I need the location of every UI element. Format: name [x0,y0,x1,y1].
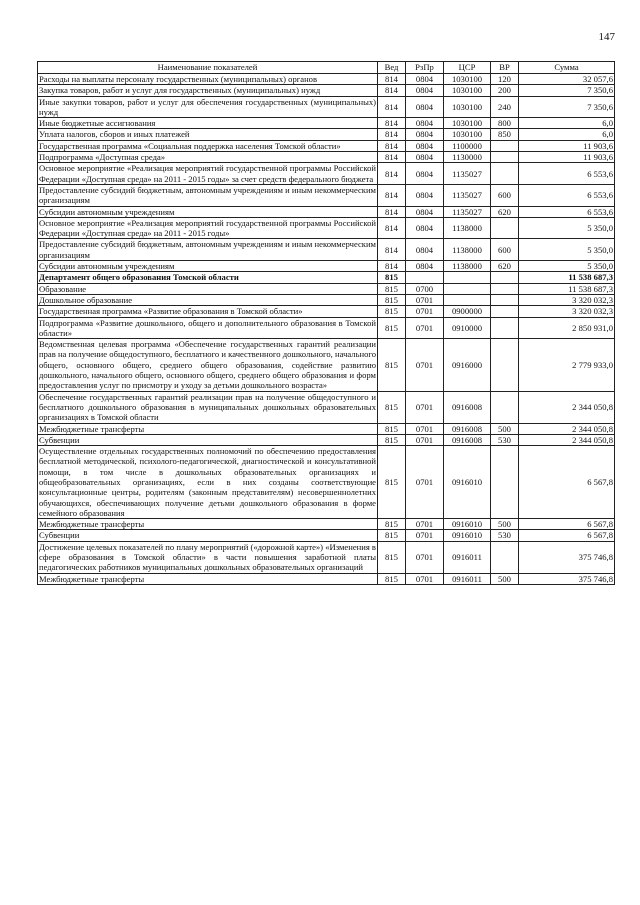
row-vr: 850 [491,129,519,140]
row-name: Субсидии автономным учреждениям [38,206,378,217]
row-ved: 814 [378,261,406,272]
header-name: Наименование показателей [38,62,378,74]
table-row [38,541,615,573]
row-rzpr: 0701 [406,306,444,317]
table-row [38,306,615,317]
row-ved: 814 [378,184,406,206]
row-name: Субвенции [38,434,378,445]
row-ved: 815 [378,272,406,283]
budget-table [37,61,615,585]
table-row [38,434,615,445]
row-rzpr: 0804 [406,74,444,85]
row-vr: 620 [491,261,519,272]
row-vr: 500 [491,573,519,584]
row-csr: 0916010 [444,446,491,519]
row-csr: 0916000 [444,339,491,391]
table-row [38,96,615,118]
row-rzpr: 0701 [406,519,444,530]
row-csr: 0916011 [444,573,491,584]
row-vr: 620 [491,206,519,217]
row-ved: 814 [378,74,406,85]
row-ved: 814 [378,129,406,140]
row-rzpr: 0804 [406,96,444,118]
row-sum: 11 903,6 [519,140,615,151]
row-name: Достижение целевых показателей по плану мероприятий («дорожной карте») «Изменения в сфере образования в Томской области» в части повышения заработной платы педагогических работников муниципальных дошкольных образовательных организаций [39,541,376,573]
row-sum: 5 350,0 [519,239,615,261]
row-name: Осуществление отдельных государственных полномочий по обеспечению предоставления бесплатной методической, психолого-педагогической, диагностической и консультативной помощи, в том числе в дошкольных образовательных организациях и общеобразовательных организациях, если в них созданы соответствующие консультационные центры, родителям (законным представителям) несовершеннолетних обучающихся, обеспечивающих получение детьми дошкольного образования в форме семейного образования [39,446,376,518]
row-ved: 815 [378,434,406,445]
row-ved: 815 [378,573,406,584]
row-vr [491,217,519,239]
table-row [38,446,615,519]
table-row [38,140,615,151]
row-vr [491,339,519,391]
row-name: Субсидии автономным учреждениям [38,261,378,272]
row-rzpr: 0804 [406,163,444,185]
row-name: Основное мероприятие «Реализация мероприятий государственной программы Российской Федерации «Доступная среда» на 2011 - 2015 годы» за счет средств федерального бюджета [39,163,376,184]
row-ved: 814 [378,152,406,163]
table-row [38,317,615,339]
row-name: Межбюджетные трансферты [38,573,378,584]
row-name: Ведомственная целевая программа «Обеспечение государственных гарантий реализации прав на получение общедоступного, бесплатного и качественного дошкольного, начального общего, основного общего, среднего общего образования, содействие развитию дошкольного, начального общего, основного общего, среднего общего образования и форм предоставления услуг по присмотру и уходу за детьми дошкольного возраста» [39,339,376,391]
row-ved: 815 [378,530,406,541]
row-vr: 600 [491,184,519,206]
row-vr [491,317,519,339]
row-sum: 32 057,6 [519,74,615,85]
row-sum: 2 850 931,0 [519,317,615,339]
row-rzpr: 0804 [406,129,444,140]
row-ved: 815 [378,519,406,530]
row-ved: 814 [378,217,406,239]
row-name: Иные закупки товаров, работ и услуг для обеспечения государственных (муниципальных) нужд [39,96,376,117]
row-csr [444,294,491,305]
row-name: Закупка товаров, работ и услуг для государственных (муниципальных) нужд [38,85,378,96]
row-ved: 815 [378,541,406,573]
row-csr: 0916008 [444,423,491,434]
row-name: Обеспечение государственных гарантий реализации прав на получение общедоступного и бесплатного дошкольного образования в муниципальных дошкольных образовательных организациях в Томской области [39,391,376,423]
row-sum: 6 553,6 [519,184,615,206]
row-csr: 1138000 [444,239,491,261]
row-csr [444,283,491,294]
row-sum: 2 344 050,8 [519,423,615,434]
table-row [38,294,615,305]
row-sum: 7 350,6 [519,85,615,96]
row-ved: 815 [378,446,406,519]
row-rzpr: 0701 [406,434,444,445]
header-ved: Вед [378,62,406,74]
row-vr: 500 [491,423,519,434]
row-csr: 1135027 [444,184,491,206]
row-csr: 0900000 [444,306,491,317]
table-row [38,261,615,272]
row-csr: 1135027 [444,206,491,217]
row-name: Дошкольное образование [38,294,378,305]
row-rzpr: 0700 [406,283,444,294]
row-ved: 814 [378,140,406,151]
table-row [38,239,615,261]
row-sum: 6 567,8 [519,530,615,541]
row-sum: 6 567,8 [519,519,615,530]
header-sum: Сумма [519,62,615,74]
row-name: Предоставление субсидий бюджетным, автономным учреждениям и иным некоммерческим организациям [39,184,376,206]
row-sum: 375 746,8 [519,573,615,584]
row-sum: 6 567,8 [519,446,615,519]
row-name: Департамент общего образования Томской области [38,272,378,283]
row-ved: 815 [378,306,406,317]
row-sum: 6,0 [519,118,615,129]
row-rzpr: 0804 [406,239,444,261]
table-row [38,74,615,85]
table-body [38,74,615,585]
row-csr: 1030100 [444,96,491,118]
row-name: Межбюджетные трансферты [38,423,378,434]
row-vr [491,152,519,163]
row-rzpr: 0804 [406,217,444,239]
row-name: Субвенции [38,530,378,541]
row-ved: 815 [378,339,406,391]
row-vr: 500 [491,519,519,530]
row-csr: 1030100 [444,129,491,140]
row-vr: 530 [491,434,519,445]
row-name: Уплата налогов, сборов и иных платежей [38,129,378,140]
row-rzpr: 0804 [406,184,444,206]
row-vr [491,283,519,294]
row-vr [491,140,519,151]
row-vr [491,294,519,305]
row-vr: 240 [491,96,519,118]
row-rzpr: 0804 [406,140,444,151]
row-ved: 814 [378,206,406,217]
row-rzpr: 0701 [406,294,444,305]
row-csr: 1030100 [444,74,491,85]
row-vr [491,391,519,423]
row-rzpr: 0804 [406,118,444,129]
row-ved: 814 [378,118,406,129]
row-sum: 6 553,6 [519,163,615,185]
table-row [38,283,615,294]
table-row [38,423,615,434]
row-vr [491,272,519,283]
row-csr: 0916008 [444,391,491,423]
table-row [38,530,615,541]
row-csr: 1100000 [444,140,491,151]
row-vr [491,163,519,185]
row-name: Межбюджетные трансферты [38,519,378,530]
row-csr [444,272,491,283]
row-sum: 11 903,6 [519,152,615,163]
row-rzpr [406,272,444,283]
row-ved: 815 [378,423,406,434]
table-row [38,272,615,283]
row-csr: 1130000 [444,152,491,163]
table-header-row [38,62,615,74]
row-sum: 2 344 050,8 [519,391,615,423]
row-vr: 200 [491,85,519,96]
row-name: Предоставление субсидий бюджетным, автономным учреждениям и иным некоммерческим организациям [39,239,376,260]
row-sum: 375 746,8 [519,541,615,573]
row-csr: 1138000 [444,261,491,272]
row-vr [491,541,519,573]
row-vr: 600 [491,239,519,261]
row-ved: 815 [378,317,406,339]
row-csr: 0910000 [444,317,491,339]
row-rzpr: 0701 [406,317,444,339]
row-rzpr: 0804 [406,261,444,272]
row-vr [491,306,519,317]
row-csr: 0916010 [444,519,491,530]
table-row [38,217,615,239]
row-csr: 0916011 [444,541,491,573]
row-rzpr: 0701 [406,530,444,541]
row-csr: 0916008 [444,434,491,445]
row-name: Образование [38,283,378,294]
row-csr: 1030100 [444,85,491,96]
row-sum: 6,0 [519,129,615,140]
row-sum: 3 320 032,3 [519,294,615,305]
header-rzpr: РзПр [406,62,444,74]
row-ved: 814 [378,239,406,261]
table-row [38,163,615,185]
table-row [38,573,615,584]
row-csr: 1135027 [444,163,491,185]
row-csr: 0916010 [444,530,491,541]
table-row [38,339,615,391]
row-sum: 6 553,6 [519,206,615,217]
row-sum: 5 350,0 [519,217,615,239]
row-ved: 815 [378,294,406,305]
row-csr: 1138000 [444,217,491,239]
row-sum: 11 538 687,3 [519,272,615,283]
row-ved: 814 [378,163,406,185]
row-ved: 815 [378,283,406,294]
row-sum: 3 320 032,3 [519,306,615,317]
row-rzpr: 0804 [406,85,444,96]
row-sum: 11 538 687,3 [519,283,615,294]
row-rzpr: 0701 [406,541,444,573]
row-name: Расходы на выплаты персоналу государственных (муниципальных) органов [38,74,378,85]
row-rzpr: 0701 [406,423,444,434]
table-row [38,118,615,129]
row-name: Государственная программа «Развитие образования в Томской области» [38,306,378,317]
row-vr: 800 [491,118,519,129]
row-sum: 7 350,6 [519,96,615,118]
row-csr: 1030100 [444,118,491,129]
row-sum: 5 350,0 [519,261,615,272]
table-row [38,206,615,217]
page-number: 147 [598,31,615,43]
row-rzpr: 0804 [406,152,444,163]
row-rzpr: 0701 [406,391,444,423]
row-vr: 120 [491,74,519,85]
row-vr: 530 [491,530,519,541]
row-ved: 814 [378,96,406,118]
table-row [38,391,615,423]
table-row [38,152,615,163]
row-ved: 815 [378,391,406,423]
row-name: Подпрограмма «Развитие дошкольного, общего и дополнительного образования в Томской области» [39,317,376,338]
row-name: Государственная программа «Социальная поддержка населения Томской области» [38,140,378,151]
table-row [38,184,615,206]
row-rzpr: 0701 [406,573,444,584]
table-row [38,129,615,140]
row-vr [491,446,519,519]
header-vr: ВР [491,62,519,74]
row-sum: 2 344 050,8 [519,434,615,445]
table-row [38,85,615,96]
row-rzpr: 0804 [406,206,444,217]
row-name: Основное мероприятие «Реализация мероприятий государственной программы Российской Федерации «Доступная среда» на 2011 - 2015 годы» [39,217,376,239]
row-ved: 814 [378,85,406,96]
row-name: Подпрограмма «Доступная среда» [38,152,378,163]
row-rzpr: 0701 [406,446,444,519]
table-row [38,519,615,530]
row-rzpr: 0701 [406,339,444,391]
row-name: Иные бюджетные ассигнования [38,118,378,129]
header-csr: ЦСР [444,62,491,74]
row-sum: 2 779 933,0 [519,339,615,391]
